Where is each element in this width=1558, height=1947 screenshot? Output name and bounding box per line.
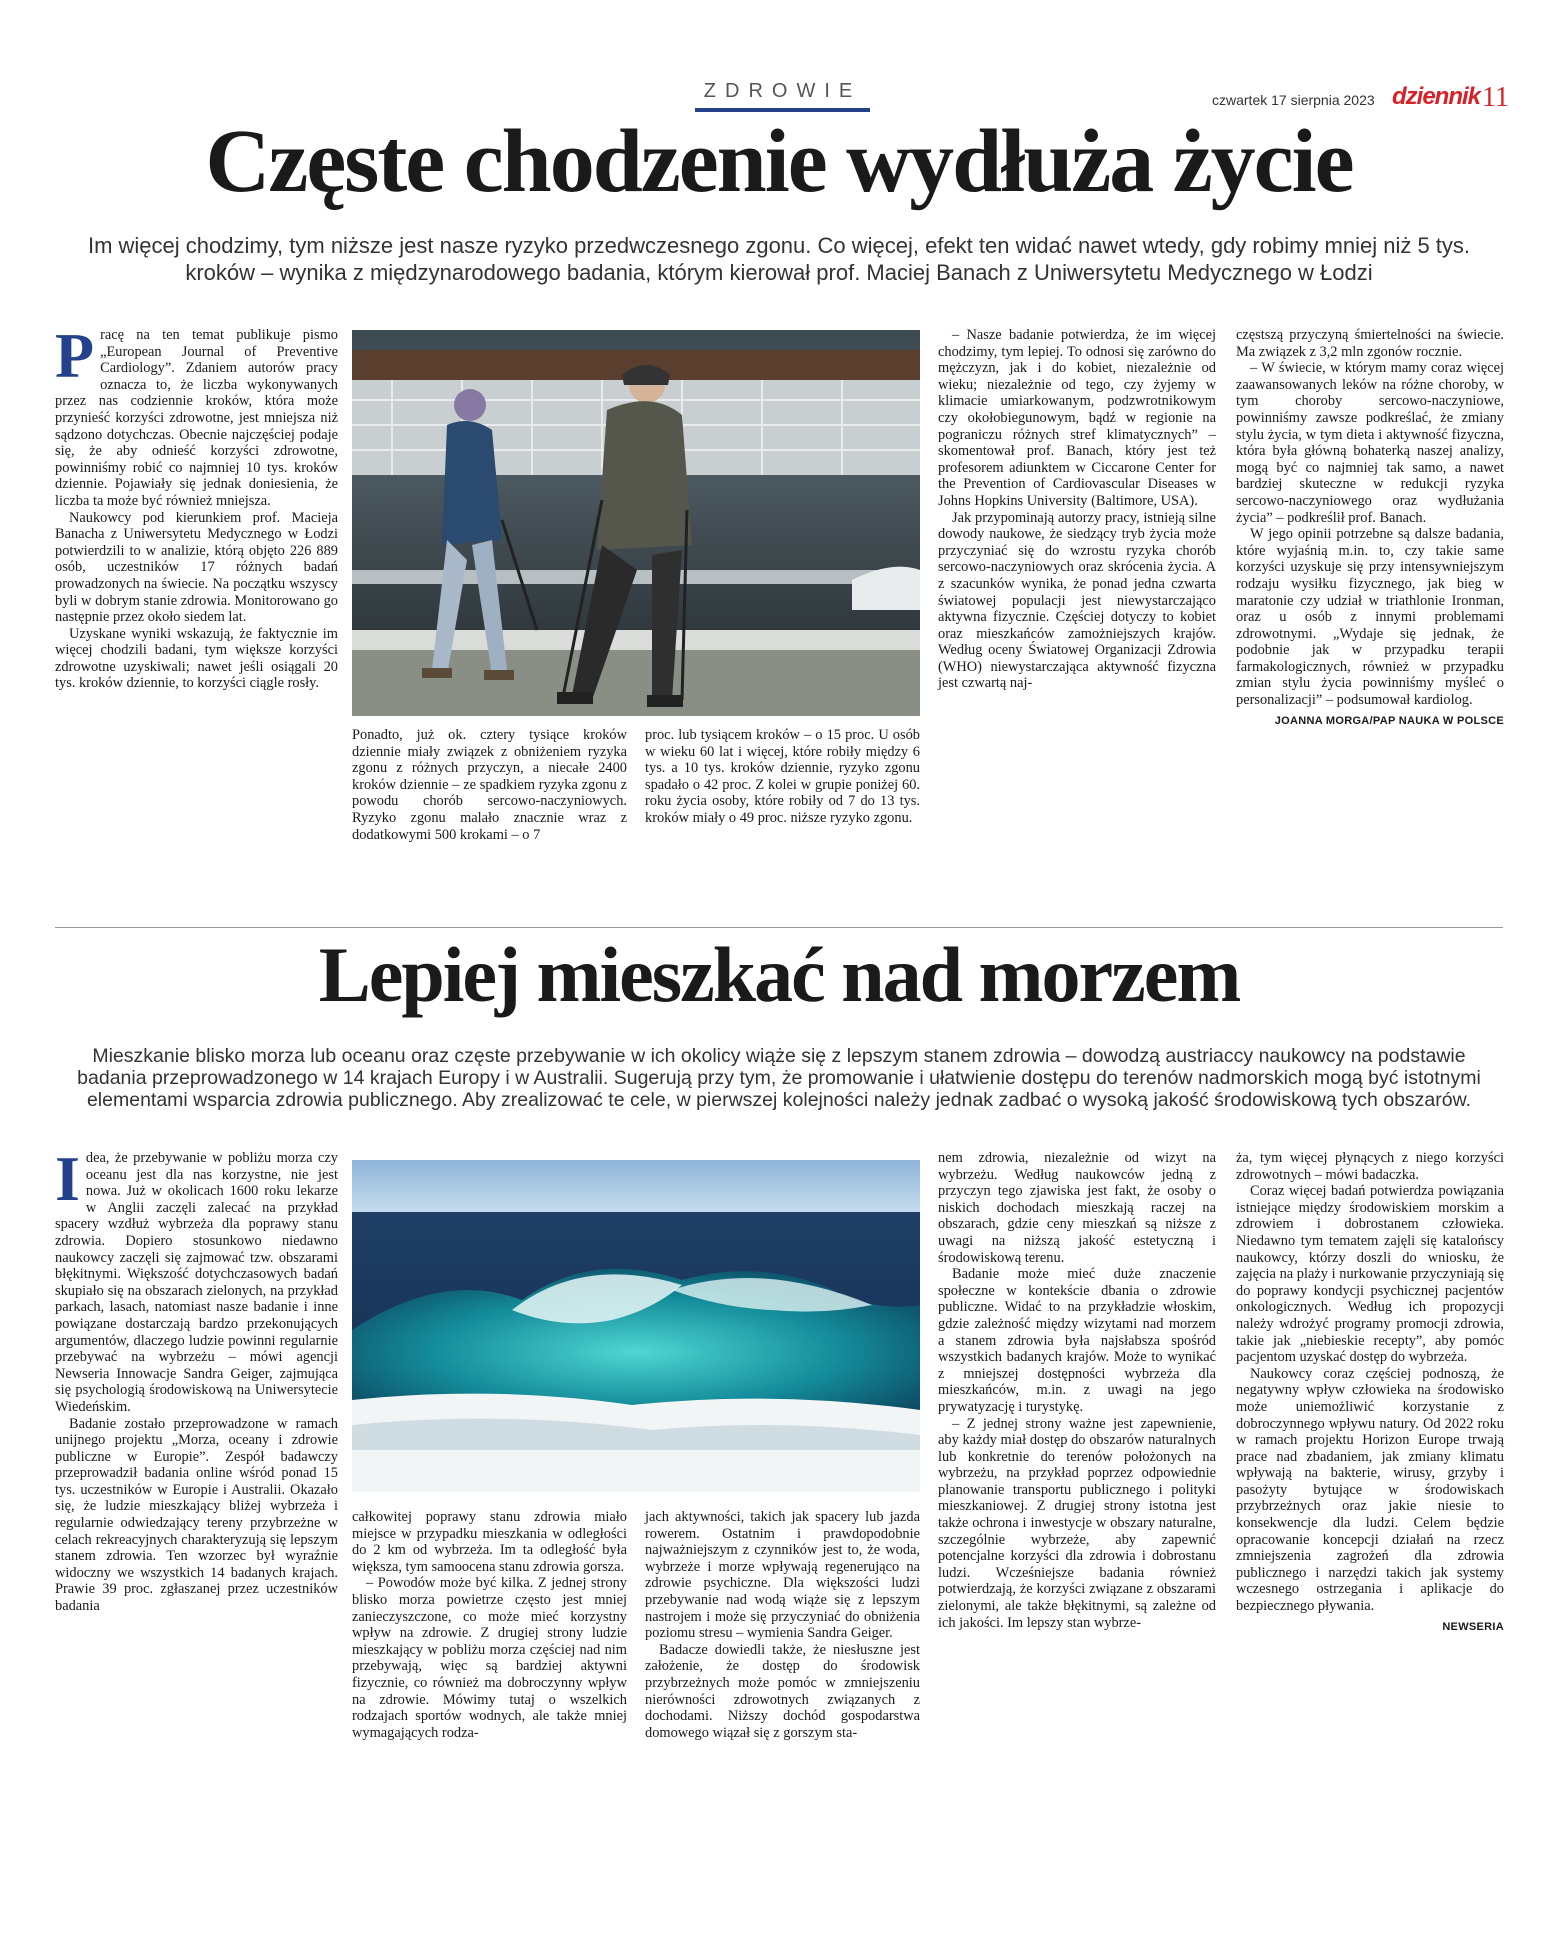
walkers-photo-illustration (352, 330, 920, 716)
section-label: ZDROWIE (703, 80, 862, 102)
article1-byline: JOANNA MORGA/PAP NAUKA W POLSCE (1274, 714, 1504, 727)
paragraph: Naukowcy pod kierunkiem prof. Macieja Banacha z Uniwersytetu Medycznego w Łodzi potwierdzili to w analizie, którą objęto 226 889 osób, uczestników 17 różnych badań prowadzonych na świecie. Na początku wszyscy byli w dobrym stanie zdrowia. Monitorowano go następnie przez około siedem lat. (55, 509, 338, 626)
paragraph: – Z jednej strony ważne jest zapewnienie, aby każdy miał dostęp do obszarów naturalnych lub konkretnie do terenów położonych na wybrzeżu, na przykład poprzez odpowiednie planowanie transportu publicznego i polityki mieszkaniowej. Z drugiej strony istotna jest także ochrona i inwestycje w obszary naturalne, szczególnie wybrzeże, aby zapewnić potencjalne korzyści dla zdrowia i dobrostanu ludzi. Wcześniejsze badania również potwierdzają, że korzyści związane z obszarami zielonymi, ale także błękitnymi, są zależne od ich jakości. Im lepszy stan wybrze- (938, 1415, 1216, 1631)
article2-col4 (938, 1150, 1216, 1631)
paragraph: Badacze dowiedli także, że niesłuszne jest założenie, że dostęp do środowisk przybrzeżnych może pomóc w zmniejszeniu nierówności zdrowotnych związanych z dochodami. Niższy dochód gospodarstwa domowego wiązał się z gorszym sta- (645, 1641, 920, 1741)
sea-wave-photo (352, 1160, 920, 1492)
sea-wave-photo-illustration (352, 1160, 920, 1492)
paragraph: Jak przypominają autorzy pracy, istnieją silne dowody naukowe, że siedzący tryb życia może przyczyniać się do wzrostu ryzyka chorób sercowo-naczyniowych oraz skrócenia życia. A z szacunków wynika, że ponad jedna czwarta światowej populacji jest niewystarczająco aktywna fizycznie. Częściej dotyczy to kobiet oraz mieszkańców zamożniejszych krajów. Według oceny Światowej Organizacji Zdrowia (WHO) niewystarczająca aktywność fizyczna jest czwartą naj- (938, 509, 1216, 692)
article1-col4 (938, 327, 1216, 692)
article-divider (55, 927, 1503, 928)
article2-col1 (55, 1143, 338, 1615)
paragraph: Badanie może mieć duże znaczenie społeczne w kontekście dbania o zdrowie publiczne. Widać to na przykładzie włoskim, gdzie zależność między wizytami nad morzem a stanem zdrowia była najsłabsza spośród wszystkich badanych krajów. Może to wynikać z mniejszej dostępności wybrzeża dla mieszkańców, m.in. z uwagi na jego prywatyzację i turystykę. (938, 1266, 1216, 1415)
page-number: 11 (1482, 82, 1509, 113)
paragraph: Uzyskane wyniki wskazują, że faktycznie im więcej chodzili badani, tym większe korzyści zdrowotne uzyskiwali; nawet jeśli osiągali 20 tys. kroków dziennie, to korzyści ciągle rosły. (55, 625, 338, 692)
walkers-photo (352, 330, 920, 716)
article2-headline: Lepiej mieszkać nad morzem (318, 931, 1240, 1018)
paragraph: nem zdrowia, niezależnie od wizyt na wybrzeżu. Według naukowców jedną z przyczyn tego zjawiska jest fakt, że osoby o niskich dochodach mieszkają raczej na obszarach, gdzie ceny mieszkań są niższe z uwagi na niższą jakość estetyczną i środowiskową terenu. (938, 1150, 1216, 1266)
paragraph: jach aktywności, takich jak spacery lub jazda rowerem. Ostatnim i prawdopodobnie najważniejszym z czynników jest to, że woda, wybrzeże i morze wpływają regenerująco na zdrowie psychiczne. Dla większości ludzi przebywanie nad wodą wiąże się z lepszym nastrojem i może się przyczyniać do obniżenia poziomu stresu – wymienia Sandra Geiger. (645, 1509, 920, 1642)
brand-logo: dziennik (1392, 83, 1481, 110)
article1-col3 (645, 727, 920, 827)
article1-headline: Częste chodzenie wydłuża życie (205, 112, 1353, 211)
article2-lead: Mieszkanie blisko morza lub oceanu oraz częste przebywanie w ich okolicy wiąże się z lepszym stanem zdrowia – dowodzą austriaccy naukowcy na podstawie badania przeprowadzonego w 14 krajach Europy i w Australii. Sugerują przy tym, że promowanie i ułatwienie dostępu do terenów nadmorskich mogą być istotnymi elementami wsparcia zdrowia publicznego. Aby zrealizować te cele, w pierwszej kolejności należy jednak zadbać o wysoką jakość środowiskową tych obszarów. (77, 1045, 1481, 1111)
article1-col1 (55, 320, 338, 692)
paragraph: – Powodów może być kilka. Z jednej strony blisko morza powietrze często jest mniej zanieczyszczone, co może mieć korzystny wpływ na zdrowie. Z drugiej strony ludzie mieszkający w pobliżu morza częściej nad nim przebywają, więc są bardziej aktywni fizycznie, co również ma dobroczynny wpływ na zdrowie. Mówimy tutaj o wszelkich rodzajach sportów wodnych, ale także mniej wymagających rodza- (352, 1575, 627, 1741)
article2-col3 (645, 1509, 920, 1741)
paragraph: W jego opinii potrzebne są dalsze badania, które wyjaśnią m.in. to, czy takie same korzyści uzyskuje się przy intensywniejszym rodzaju wysiłku fizycznego, jak bieg w maratonie czy udział w triathlonie Ironman, oraz u osób z innymi problemami zdrowotnymi. „Wydaje się jednak, że podobnie jak w przypadku terapii farmakologicznych, również w przypadku zmian stylu życia powinniśmy myśleć o personalizacji” – podsumował kardiolog. (1236, 526, 1504, 709)
paragraph: – W świecie, w którym mamy coraz więcej zaawansowanych leków na różne choroby, w tym choroby sercowo-naczyniowe, powinniśmy zawsze podkreślać, że zmiany stylu życia, w tym dieta i aktywność fizyczna, która była główną bohaterką naszej analizy, mogą być co najmniej tak samo, a nawet bardziej skuteczne w redukcji ryzyka sercowo-naczyniowego oraz wydłużania życia” – podkreślił prof. Banach. (1236, 360, 1504, 526)
issue-date: czwartek 17 sierpnia 2023 (1212, 92, 1375, 108)
article1-col5 (1236, 327, 1504, 729)
paragraph: częstszą przyczyną śmiertelności na świecie. Ma związek z 3,2 mln zgonów rocznie. (1236, 327, 1504, 360)
paragraph: Naukowcy coraz częściej podnoszą, że negatywny wpływ człowieka na środowisko może uniemożliwić korzystanie z dobroczynnego wpływu natury. Od 2022 roku w ramach projektu Horizon Europe trwają prace nad zbadaniem, jak zmiany klimatu wpływają na bakterie, wirusy, grzyby i pasożyty bytujące w środowiskach przybrzeżnych oraz jakie niesie to konsekwencje dla ludzi. Celem będzie opracowanie koncepcji działań na rzecz zmniejszenia zagrożeń dla zdrowia publicznego i narzędzi takich jak systemy wczesnego ostrzegania i aplikacje do bezpiecznego pływania. (1236, 1365, 1504, 1615)
paragraph: ża, tym więcej płynących z niego korzyści zdrowotnych – mówi badaczka. (1236, 1150, 1504, 1183)
paragraph: – Nasze badanie potwierdza, że im więcej chodzimy, tym lepiej. To odnosi się zarówno do mężczyzn, jak i do kobiet, niezależnie od wieku; niezależnie od tego, czy żyjemy w klimacie umiarkowanym, podzwrotnikowym czy okołobiegunowym, bądź w regionie na pograniczu różnych stref klimatycznych” – skomentował prof. Banach, który jest też profesorem adiunktem w Ciccarone Center for the Prevention of Cardiovascular Diseases w Johns Hopkins University (Baltimore, USA). (938, 327, 1216, 509)
paragraph: Badanie zostało przeprowadzone w ramach unijnego projektu „Morza, oceany i zdrowie publiczne w Europie”. Zespół badawczy przeprowadził badania online wśród ponad 15 tys. uczestników w Europie i Australii. Okazało się, że ludzie mieszkający bliżej wybrzeża i regularnie odwiedzający tereny przybrzeżne w celach rekreacyjnych charakteryzują się lepszym stanem zdrowia. Ten wzorzec był wyraźnie widoczny we wszystkich 14 badanych krajach. Prawie 39 proc. zgłaszanej przez uczestników badania (55, 1415, 338, 1615)
paragraph: dea, że przebywanie w pobliżu morza czy oceanu jest dla nas korzystne, nie jest nowa. Już w okolicach 1600 roku lekarze w Anglii zaczęli zalecać na przykład spacery wzdłuż wybrzeża dla poprawy stanu zdrowia. Dopiero stosunkowo niedawno naukowcy zaczęli się zajmować tzw. obszarami błękitnymi. Większość dotychczasowych badań skupiało się na obszarach zielonych, na przykład parkach, lasach, natomiast nasze badanie i inne powiązane dostarczają bardzo przekonujących argumentów, dlaczego ludzie powinni regularnie przebywać na wybrzeżu – mówi agencji Newseria Innowacje Sandra Geiger, zajmująca się psychologią środowiskową na Uniwersytecie Wiedeńskim. (55, 1150, 338, 1415)
paragraph: proc. lub tysiącem kroków – o 15 proc. U osób w wieku 60 lat i więcej, które robiły między 6 tys. a 10 tys. kroków dziennie, ryzyko zgonu spadało o 42 proc. Z kolei w grupie poniżej 60. roku życia osoby, które robiły od 7 do 13 tys. kroków miały o 49 proc. niższe ryzyko zgonu. (645, 727, 920, 826)
article2-byline: NEWSERIA (1442, 1620, 1504, 1633)
paragraph: racę na ten temat publikuje pismo „European Journal of Preventive Cardiology”. Zdaniem autorów pracy oznacza to, że liczba wykonywanych przez nas codziennie kroków, która może przynieść korzyści zdrowotne, jest mniejsza niż sądzono dotychczas. Obecnie najczęściej podaje się, że aby odnieść korzyści zdrowotne, powinniśmy robić co najmniej 10 tys. kroków dziennie. Pojawiały się jednak doniesienia, że liczba ta może być również mniejsza. (55, 327, 338, 509)
paragraph: Ponadto, już ok. cztery tysiące kroków dziennie miały związek z obniżeniem ryzyka zgonu z różnych przyczyn, a niecałe 2400 kroków dziennie – ze spadkiem ryzyka zgonu z powodu chorób sercowo-naczyniowych. Ryzyko zgonu malało znacznie wraz z dodatkowymi 500 krokami – o 7 (352, 727, 627, 843)
article1-col2 (352, 727, 627, 843)
paragraph: Coraz więcej badań potwierdza powiązania istniejące między środowiskiem morskim a zdrowiem i dobrostanem człowieka. Niedawno tym tematem zajęli się katalońscy naukowcy, którzy doszli do wniosku, że zajęcia na plaży i nurkowanie przyczyniają się do poprawy kondycji psychicznej pacjentów onkologicznych. Według ich propozycji należy wdrożyć programy promocji zdrowia, takie jak „niebieskie recepty”, aby pomóc pacjentom uzyskać dostęp do wybrzeża. (1236, 1183, 1504, 1366)
article1-lead: Im więcej chodzimy, tym niższe jest nasze ryzyko przedwczesnego zgonu. Co więcej, efekt ten widać nawet wtedy, gdy robimy mniej niż 5 tys. kroków – wynika z międzynarodowego badania, którym kierował prof. Maciej Banach z Uniwersytetu Medycznego w Łodzi (87, 233, 1471, 285)
article2-col2 (352, 1509, 627, 1741)
article2-col5 (1236, 1150, 1504, 1635)
article2-dropcap: I (55, 1143, 80, 1214)
paragraph: całkowitej poprawy stanu zdrowia miało miejsce w przypadku mieszkania w odległości do 2 km od wybrzeża. Im ta odległość była większa, tym samoocena stanu zdrowia gorsza. (352, 1509, 627, 1575)
article1-dropcap: P (55, 320, 95, 391)
